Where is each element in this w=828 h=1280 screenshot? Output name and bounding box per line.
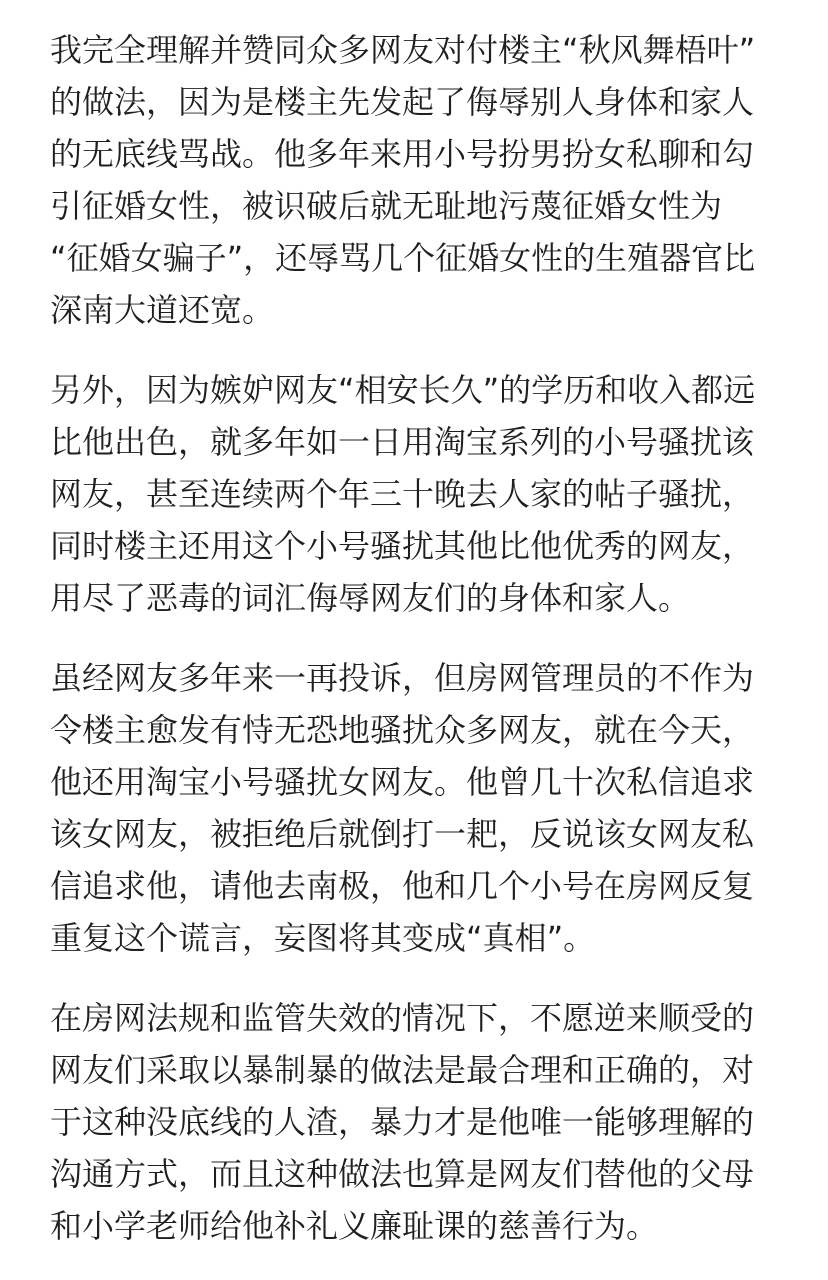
paragraph-4 [50,992,778,1252]
text-line: 深南大道还宽。 [50,291,275,329]
text-line: “征婚女骗子”，还辱骂几个征婚女性的生殖器官比 [50,239,756,277]
paragraph-2 [50,364,778,624]
paragraph-1 [50,24,778,336]
text-line: 信追求他，请他去南极，他和几个小号在房网反复 [50,867,755,905]
text-line: 另外，因为嫉妒网友“相安长久”的学历和收入都远 [50,371,756,409]
text-line: 在房网法规和监管失效的情况下，不愿逆来顺受的 [50,999,755,1037]
text-line: 和小学老师给他补礼义廉耻课的慈善行为。 [50,1207,659,1245]
text-line: 网友，甚至连续两个年三十晚去人家的帖子骚扰， [50,475,755,513]
text-line: 该女网友，被拒绝后就倒打一耙，反说该女网友私 [50,815,755,853]
text-line: 他还用淘宝小号骚扰女网友。他曾几十次私信追求 [50,763,755,801]
text-line: 同时楼主还用这个小号骚扰其他比他优秀的网友， [50,527,755,565]
paragraph-3 [50,652,778,964]
text-line: 我完全理解并赞同众多网友对付楼主“秋风舞梧叶” [50,31,756,69]
article-body [50,24,778,1280]
text-line: 引征婚女性，被识破后就无耻地污蔑征婚女性为 [50,187,723,225]
text-line: 于这种没底线的人渣，暴力才是他唯一能够理解的 [50,1103,755,1141]
text-line: 用尽了恶毒的词汇侮辱网友们的身体和家人。 [50,579,691,617]
text-line: 网友们采取以暴制暴的做法是最合理和正确的，对 [50,1051,755,1089]
text-line: 令楼主愈发有恃无恐地骚扰众多网友，就在今天， [50,711,755,749]
text-line: 的做法，因为是楼主先发起了侮辱别人身体和家人 [50,83,755,121]
text-line: 的无底线骂战。他多年来用小号扮男扮女私聊和勾 [50,135,755,173]
text-line: 沟通方式，而且这种做法也算是网友们替他的父母 [50,1155,755,1193]
text-line: 虽经网友多年来一再投诉，但房网管理员的不作为 [50,659,755,697]
text-line: 比他出色，就多年如一日用淘宝系列的小号骚扰该 [50,423,755,461]
text-line: 重复这个谎言，妄图将其变成“真相”。 [50,919,596,957]
